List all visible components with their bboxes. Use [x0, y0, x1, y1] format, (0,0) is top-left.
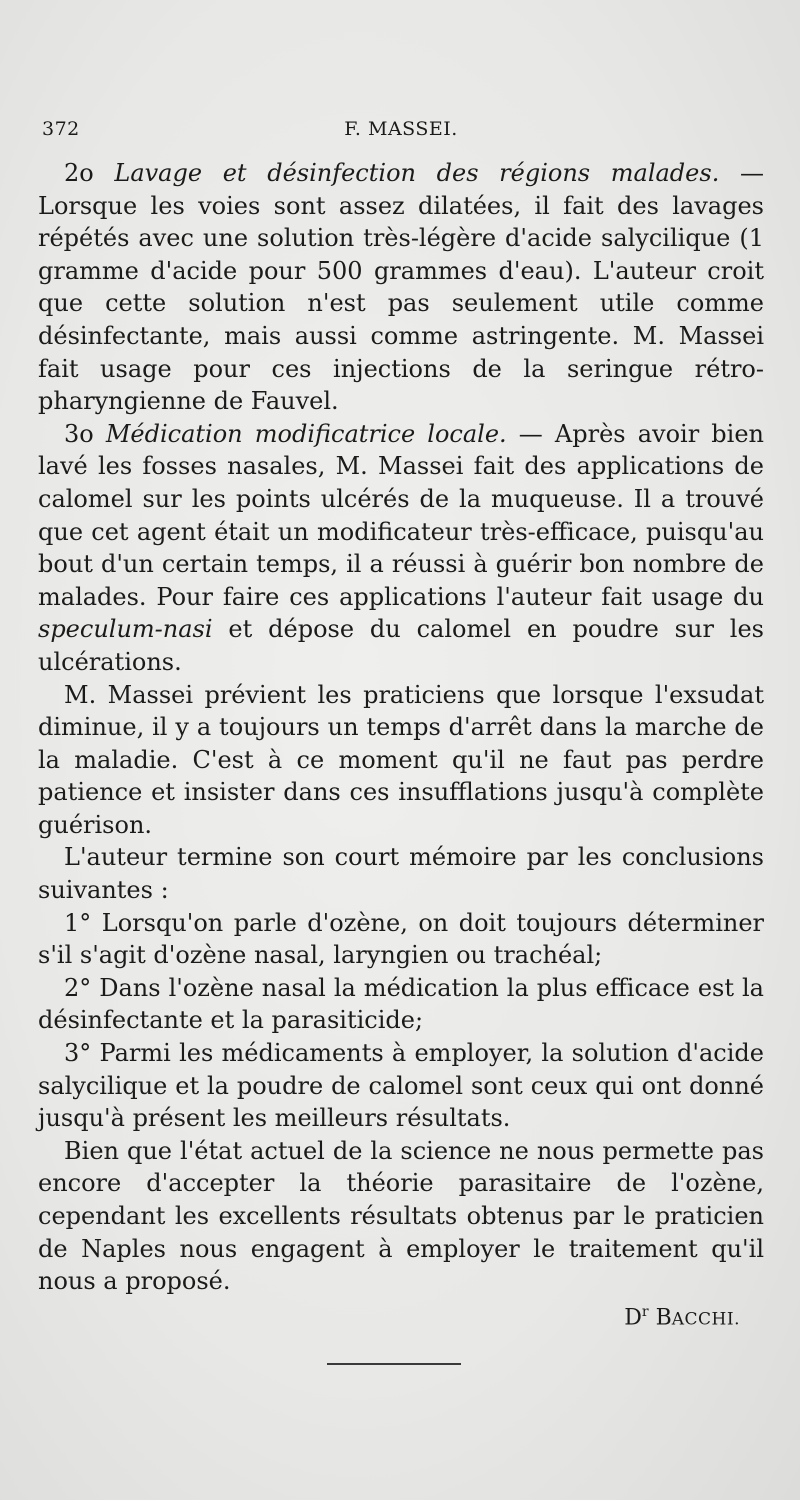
- section-3-italic-term: speculum-nasi: [38, 615, 213, 644]
- page-number: 372: [42, 118, 80, 140]
- section-3-body-before: — Après avoir bien lavé les fosses nasales, M. Massei fait des applications de calomel sur les points ulcérés de la muqueuse. Il a trouvé que cet agent était un modificateur très-efficace, puisqu'au bout d'un certain temps, il a réussi à guérir bon nombre de malades. Pour faire ces applications l'auteur fait usage du: [38, 419, 764, 611]
- section-2-body: — Lorsque les voies sont assez dilatées, il fait des lavages répétés avec une solution très-légère d'acide salycilique (1 gramme d'acide pour 500 grammes d'eau). L'auteur croit que cette solution n'est pas seulement utile comme désinfectante, mais aussi comme astringente. M. Massei fait usage pour ces injections de la seringue rétro-pharyngienne de Fauvel.: [38, 159, 764, 416]
- conclusion-3-paragraph: 3° Parmi les médicaments à employer, la solution d'acide salycilique et la poudre de calomel sont ceux qui ont donné jusqu'à présent les meilleurs résultats.: [38, 1039, 764, 1133]
- signature-prefix-superscript: r: [641, 1303, 649, 1320]
- signature-initial: B: [655, 1305, 672, 1331]
- section-2-paragraph: [38, 157, 764, 418]
- section-end-rule: [327, 1363, 461, 1365]
- section-3-paragraph: [38, 418, 764, 679]
- section-3-number: 3o: [64, 419, 94, 448]
- section-3-body-after: et dépose du calomel en poudre sur les ulcérations.: [38, 615, 764, 676]
- section-2-number: 2o: [64, 159, 94, 187]
- running-head: [42, 118, 760, 144]
- signature-name-rest: ACCHI.: [671, 1309, 740, 1330]
- conclusions-intro-paragraph: L'auteur termine son court mémoire par les conclusions suivantes :: [38, 843, 764, 905]
- signature-prefix: D: [624, 1305, 642, 1331]
- closing-paragraph: Bien que l'état actuel de la science ne nous permette pas encore d'accepter la théorie parasitaire de l'ozène, cependant les excellents résultats obtenus par le praticien de Naples nous engagent à employer le traitement qu'il nous a proposé.: [38, 1136, 764, 1296]
- running-title: F. MASSEI.: [344, 118, 458, 140]
- section-3-heading: Médication modificatrice locale.: [105, 419, 507, 448]
- conclusion-2-paragraph: 2° Dans l'ozène nasal la médication la plus efficace est la désinfectante et la parasiticide;: [38, 973, 764, 1035]
- section-2-heading: Lavage et désinfection des régions malades.: [114, 159, 720, 187]
- conclusion-1-paragraph: 1° Lorsqu'on parle d'ozène, on doit toujours déterminer s'il s'agit d'ozène nasal, laryngien ou trachéal;: [38, 908, 764, 970]
- signature: [38, 1296, 764, 1336]
- massei-prevention-paragraph: M. Massei prévient les praticiens que lorsque l'exsudat diminue, il y a toujours un temps d'arrêt dans la marche de la maladie. C'est à ce moment qu'il ne faut pas perdre patience et insister dans ces insufflations jusqu'à complète guérison.: [38, 680, 764, 839]
- body-text: [38, 157, 764, 1336]
